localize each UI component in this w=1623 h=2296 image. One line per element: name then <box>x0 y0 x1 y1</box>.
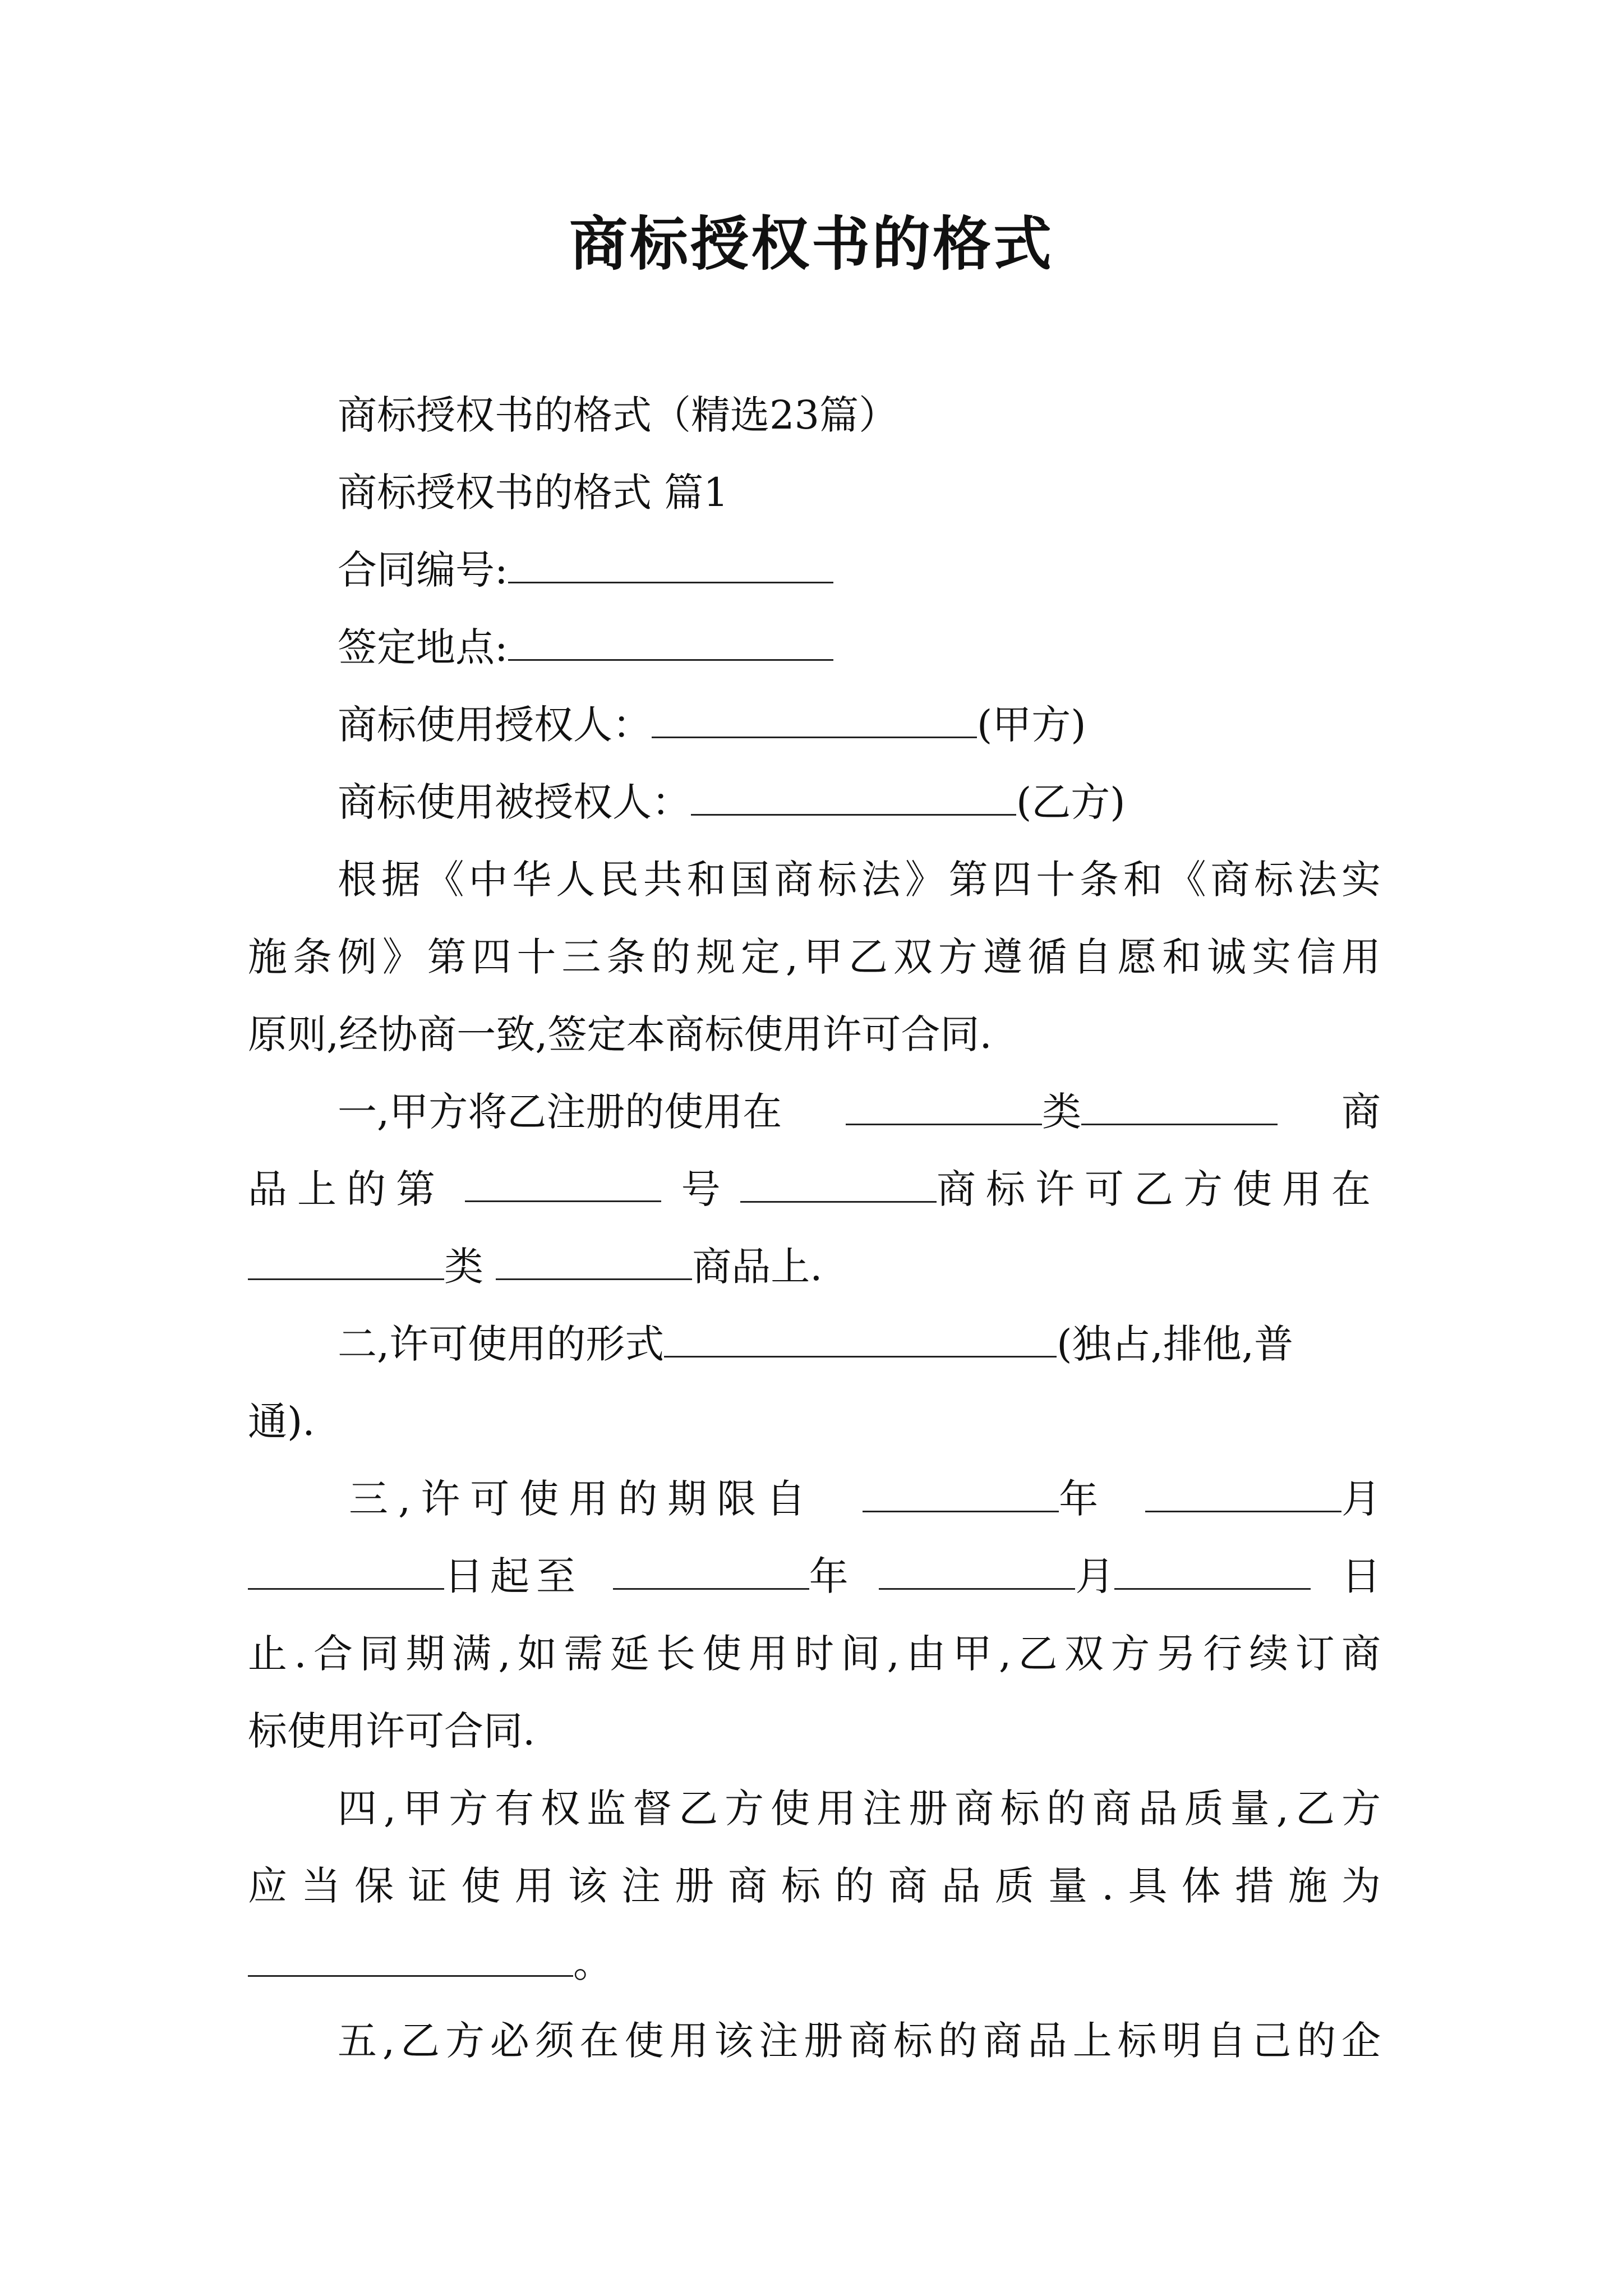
intro-line-2: 施条例》第四十三条的规定,甲乙双方遵循自愿和诚实信用 <box>248 934 1381 980</box>
licensee-label: 商标使用被授权人： <box>338 779 691 825</box>
clause-3-line-1 <box>349 1471 1381 1527</box>
clause-3-line-4: 标使用许可合同. <box>248 1708 536 1754</box>
clause-5-line-1: 五,乙方必须在使用该注册商标的商品上标明自己的企 <box>338 2018 1381 2064</box>
clause-1-line-2 <box>248 1161 1381 1217</box>
clause-3-blank-2 <box>1145 1471 1341 1512</box>
clause-1-text-h: 商品上. <box>692 1244 823 1290</box>
clause-3-text-a: 三,许可使用的期限自 <box>349 1476 816 1522</box>
clause-1-text-d: 品上的第 <box>248 1166 445 1212</box>
clause-3-blank-1 <box>863 1471 1059 1512</box>
contract-number-blank <box>508 542 833 583</box>
intro-line-3: 原则,经协商一致,签定本商标使用许可合同. <box>248 1011 992 1057</box>
clause-1-blank-6 <box>496 1239 692 1280</box>
clause-1-blank-5 <box>248 1239 444 1280</box>
clause-3-blank-6 <box>1114 1549 1311 1590</box>
contract-number-label: 合同编号: <box>338 547 508 593</box>
signing-place-line <box>338 619 833 675</box>
clause-2-text-a: 二,许可使用的形式 <box>338 1321 665 1367</box>
clause-1-text-f: 商标许可乙方使用在 <box>936 1166 1381 1212</box>
licensor-suffix: (甲方) <box>977 702 1086 748</box>
clause-2-line-1 <box>338 1316 1293 1372</box>
licensor-line <box>338 697 1086 753</box>
clause-1-blank-4 <box>740 1162 937 1203</box>
clause-1-text-e: 号 <box>681 1166 721 1212</box>
clause-3-blank-5 <box>879 1549 1075 1590</box>
clause-3-text-e: 年 <box>809 1553 849 1599</box>
clause-2-line-2: 通). <box>248 1398 315 1444</box>
licensor-blank <box>652 697 977 738</box>
clause-3-text-g: 日 <box>1341 1553 1381 1599</box>
clause-1-text-b: 类 <box>1042 1089 1082 1135</box>
clause-4-line-3 <box>248 1935 612 1991</box>
clause-1-line-1 <box>338 1084 1381 1140</box>
clause-3-text-b: 年 <box>1059 1476 1099 1522</box>
clause-4-line-1: 四,甲方有权监督乙方使用注册商标的商品质量,乙方 <box>338 1786 1381 1832</box>
clause-3-text-c: 月 <box>1341 1476 1381 1522</box>
clause-1-blank-3 <box>465 1161 661 1202</box>
clause-1-blank-2 <box>1081 1084 1278 1125</box>
clause-1-blank-1 <box>846 1084 1042 1125</box>
licensee-suffix: (乙方) <box>1016 779 1126 825</box>
clause-3-blank-3 <box>248 1549 444 1590</box>
intro-line-1: 根据《中华人民共和国商标法》第四十条和《商标法实 <box>338 857 1381 903</box>
clause-1-line-3 <box>248 1239 823 1295</box>
licensee-blank <box>691 775 1016 816</box>
clause-4-blank <box>248 1936 573 1977</box>
clause-4-line-2: 应当保证使用该注册商标的商品质量.具体措施为 <box>248 1863 1381 1909</box>
clause-2-text-b: (独占,排他,普 <box>1057 1321 1294 1367</box>
licensor-label: 商标使用授权人： <box>338 702 652 748</box>
document-title: 商标授权书的格式 <box>569 209 1054 278</box>
signing-place-blank <box>508 620 833 661</box>
clause-1-text-a: 一,甲方将乙注册的使用在 <box>338 1089 782 1135</box>
clause-4-text-c: 。 <box>573 1940 612 1986</box>
clause-3-text-d: 日起至 <box>444 1553 582 1599</box>
clause-1-text-g: 类 <box>444 1244 483 1290</box>
clause-2-blank <box>664 1317 1057 1358</box>
subtitle: 商标授权书的格式（精选23篇） <box>338 392 898 438</box>
section-heading: 商标授权书的格式 篇1 <box>338 470 728 516</box>
clause-3-text-f: 月 <box>1075 1553 1115 1599</box>
licensee-line <box>338 774 1126 830</box>
contract-number-line <box>338 542 833 598</box>
clause-3-line-3: 止.合同期满,如需延长使用时间,由甲,乙双方另行续订商 <box>248 1631 1381 1677</box>
signing-place-label: 签定地点: <box>338 624 508 670</box>
clause-3-line-2 <box>248 1548 1381 1604</box>
clause-3-blank-4 <box>613 1549 809 1590</box>
clause-1-text-c: 商 <box>1341 1089 1381 1135</box>
